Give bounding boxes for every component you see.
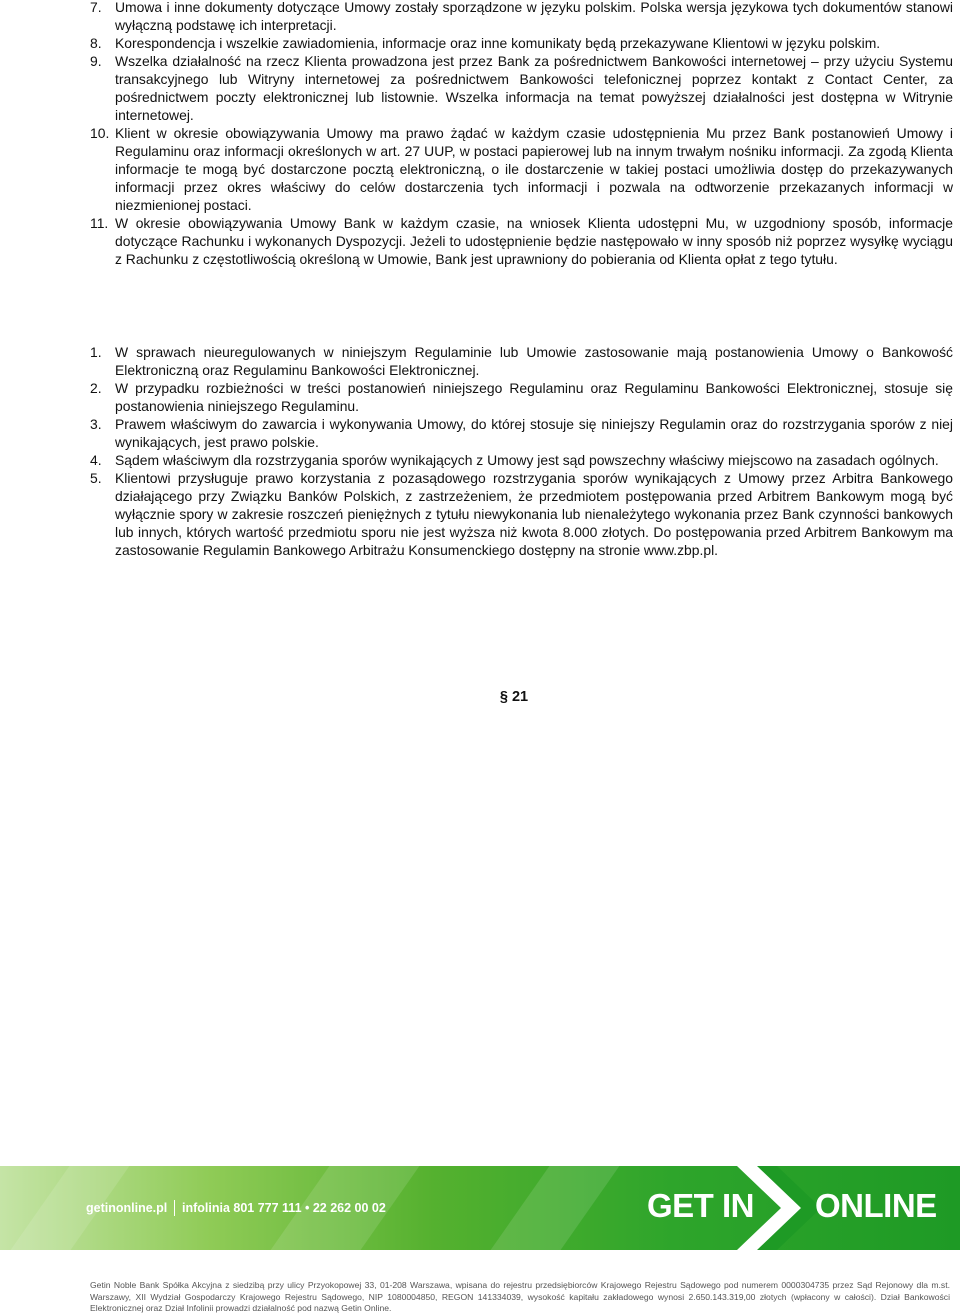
list-item <box>0 0 960 34</box>
numbered-list-continued <box>0 0 960 268</box>
item-text: W okresie obowiązywania Umowy Bank w każdym czasie, na wniosek Klienta udostępni Mu, w uzgodniony sposób, informacje dotyczące Rachunku i wykonanych Dyspozycji. Jeżeli to udostępnienie będzie następowało w inny sposób niż poprzez wysyłkę wyciągu z Rachunku z częstotliwością określoną w Umowie, Bank jest uprawniony do pobierania od Klienta opłat z tego tytułu. <box>115 215 953 267</box>
item-number: 8. <box>90 35 102 51</box>
list-item <box>0 124 960 214</box>
item-number: 2. <box>90 380 102 396</box>
legal-disclaimer: Getin Noble Bank Spółka Akcyjna z siedzibą przy ulicy Przyokopowej 33, 01-208 Warszawa, wpisana do rejestru przedsiębiorców Krajowego Rejestru Sądowego pod numerem 0000304735 przez Sąd Rejonowy dla m.st. Warszawy, XII Wydział Gospodarczy Krajowego Rejestru Sądowego, NIP 1080004850, REGON 141334039, wysokość kapitału zakładowego wynosi 2.650.143.319,00 złotych (wpłacony w całości). Dział Bankowości Elektronicznej oraz Dział Infolinii prowadzi działalność pod nazwą Getin Online. <box>90 1280 950 1313</box>
section-heading <box>0 687 960 707</box>
brand-logo-left: GET IN <box>647 1187 755 1224</box>
footer-divider <box>174 1200 175 1216</box>
list-item <box>0 451 960 469</box>
item-text: Sądem właściwym dla rozstrzygania sporów wynikających z Umowy jest sąd powszechny właściwy miejscowo na zasadach ogólnych. <box>115 452 939 468</box>
item-number: 10. <box>90 125 110 141</box>
item-number: 4. <box>90 452 102 468</box>
item-text: Klientowi przysługuje prawo korzystania z pozasądowego rozstrzygania sporów wynikających z Umowy przez Arbitra Bankowego działającego przy Związku Banków Polskich, z zastrzeżeniem, że przedmiotem postępowania przed Arbitrem Bankowym mogą być wyłącznie spory w zakresie roszczeń pieniężnych z tytułu niewykonania lub nienależytego wykonania przez Bank czynności bankowych lub innych, których wartość przedmiotu sporu nie jest wyższa niż kwota 8.000 złotych. Do postępowania przed Arbitrem Bankowym ma zastosowanie Regulamin Bankowego Arbitrażu Konsumenckiego dostępny na stronie www.zbp.pl. <box>115 470 953 558</box>
arrow-logo-icon <box>737 1166 825 1250</box>
list-item <box>0 34 960 52</box>
item-text: Korespondencja i wszelkie zawiadomienia, informacje oraz inne komunikaty będą przekazywane Klientowi w języku polskim. <box>115 35 881 51</box>
item-text: W przypadku rozbieżności w treści postanowień niniejszego Regulaminu oraz Regulaminu Bankowości Elektronicznej, stosuje się postanowienia niniejszego Regulaminu. <box>115 380 953 414</box>
item-number: 5. <box>90 470 102 486</box>
footer-hotline: infolinia 801 777 111 • 22 262 00 02 <box>182 1201 386 1215</box>
item-text: Umowa i inne dokumenty dotyczące Umowy zostały sporządzone w języku polskim. Polska wersja językowa tych dokumentów stanowi wyłączną podstawę ich interpretacji. <box>115 0 953 33</box>
list-item <box>0 343 960 379</box>
item-number: 9. <box>90 53 102 69</box>
list-item <box>0 379 960 415</box>
item-number: 7. <box>90 0 102 15</box>
list-item <box>0 415 960 451</box>
list-item <box>0 469 960 559</box>
item-number: 3. <box>90 416 102 432</box>
item-text: Prawem właściwym do zawarcia i wykonywania Umowy, do której stosuje się niniejszy Regulamin oraz do rozstrzygania sporów z niej wynikających, jest prawo polskie. <box>115 416 953 450</box>
footer-banner <box>0 1166 960 1250</box>
numbered-list-section-21 <box>0 343 960 559</box>
footer-website: getinonline.pl <box>86 1201 168 1215</box>
item-text: Wszelka działalność na rzecz Klienta prowadzona jest przez Bank za pośrednictwem Bankowości internetowej – przy użyciu Systemu transakcyjnego lub Witryny internetowej za pośrednictwem Bankowości telefonicznej poprzez kontakt z Contact Center, za pośrednictwem poczty elektronicznej lub listownie. Wszelka informacja na temat powyższej działalności jest dostępna w Witrynie internetowej. <box>115 53 953 123</box>
brand-logo-right: ONLINE <box>815 1187 937 1224</box>
item-text: Klient w okresie obowiązywania Umowy ma prawo żądać w każdym czasie udostępnienia Mu przez Bank postanowień Umowy i Regulaminu oraz informacji określonych w art. 27 UUP, w postaci papierowej lub na innym trwałym nośniku informacji. Za zgodą Klienta informacje te mogą być dostarczone pocztą elektroniczną, o ile dostarczenie w takiej postaci umożliwia dostęp do przekazywanych informacji przez okres właściwy do celów dostarczenia tych informacji i pozwala na odtworzenie przekazanych informacji w niezmienionej postaci. <box>115 125 953 213</box>
item-number: 11. <box>90 215 109 231</box>
section-heading-text: § 21 <box>499 689 529 705</box>
list-item <box>0 214 960 268</box>
item-text: W sprawach nieuregulowanych w niniejszym Regulaminie lub Umowie zastosowanie mają postanowienia Umowy o Bankowość Elektroniczną oraz Regulaminu Bankowości Elektronicznej. <box>115 344 953 378</box>
decorative-stripe <box>491 1166 620 1250</box>
item-number: 1. <box>90 344 102 360</box>
list-item <box>0 52 960 124</box>
